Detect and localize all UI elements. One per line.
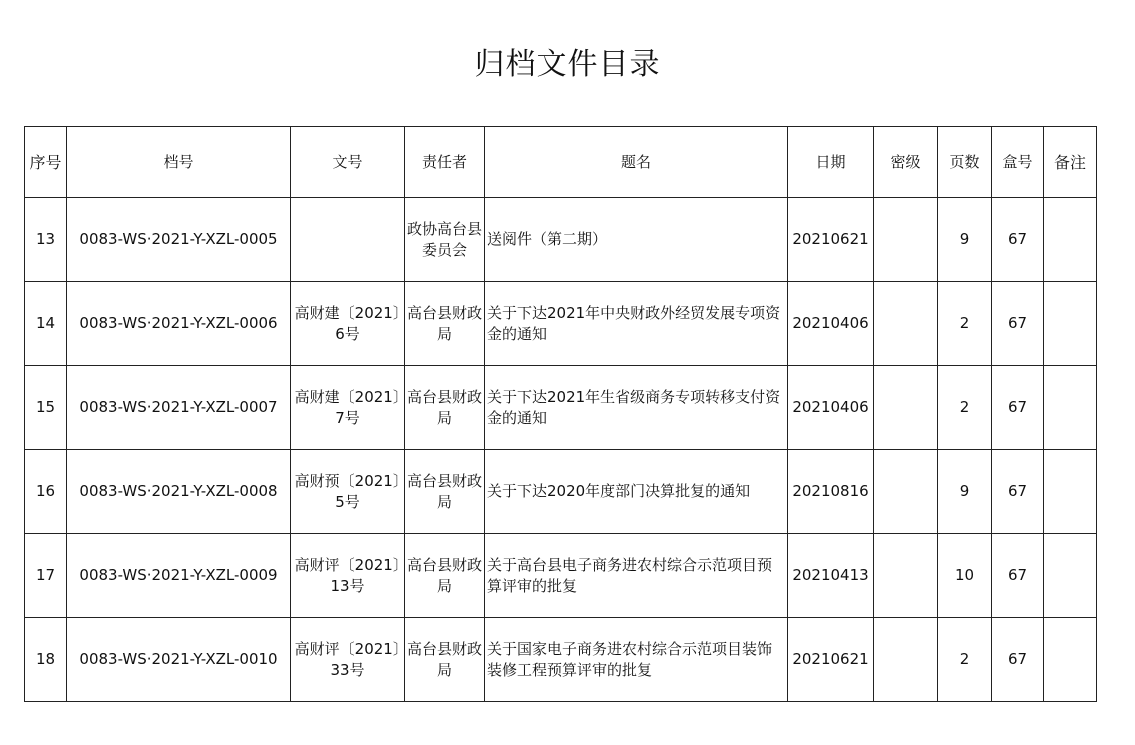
cell-subject: 送阅件（第二期） xyxy=(485,198,788,282)
cell-subject: 关于国家电子商务进农村综合示范项目装饰装修工程预算评审的批复 xyxy=(485,618,788,702)
cell-archive-no: 0083-WS·2021-Y-XZL-0009 xyxy=(67,534,291,618)
cell-date: 20210406 xyxy=(788,282,874,366)
cell-date: 20210621 xyxy=(788,618,874,702)
cell-subject: 关于下达2021年中央财政外经贸发展专项资金的通知 xyxy=(485,282,788,366)
cell-remarks xyxy=(1044,534,1097,618)
cell-remarks xyxy=(1044,198,1097,282)
header-archive-no: 档号 xyxy=(67,127,291,198)
cell-doc-no: 高财评〔2021〕13号 xyxy=(291,534,405,618)
table-row xyxy=(25,618,1097,702)
header-remarks: 备注 xyxy=(1044,127,1097,198)
archive-catalog-table xyxy=(24,126,1097,702)
cell-doc-no xyxy=(291,198,405,282)
cell-secrecy xyxy=(874,450,938,534)
cell-remarks xyxy=(1044,366,1097,450)
cell-seq: 13 xyxy=(25,198,67,282)
header-responsible: 责任者 xyxy=(405,127,485,198)
cell-seq: 15 xyxy=(25,366,67,450)
cell-archive-no: 0083-WS·2021-Y-XZL-0008 xyxy=(67,450,291,534)
cell-responsible: 高台县财政局 xyxy=(405,282,485,366)
cell-responsible: 高台县财政局 xyxy=(405,366,485,450)
cell-box: 67 xyxy=(992,450,1044,534)
cell-pages: 2 xyxy=(938,618,992,702)
cell-date: 20210816 xyxy=(788,450,874,534)
cell-date: 20210413 xyxy=(788,534,874,618)
cell-archive-no: 0083-WS·2021-Y-XZL-0010 xyxy=(67,618,291,702)
cell-seq: 18 xyxy=(25,618,67,702)
cell-box: 67 xyxy=(992,282,1044,366)
cell-seq: 14 xyxy=(25,282,67,366)
cell-secrecy xyxy=(874,366,938,450)
cell-responsible: 高台县财政局 xyxy=(405,618,485,702)
cell-box: 67 xyxy=(992,618,1044,702)
cell-archive-no: 0083-WS·2021-Y-XZL-0007 xyxy=(67,366,291,450)
cell-pages: 10 xyxy=(938,534,992,618)
cell-date: 20210621 xyxy=(788,198,874,282)
cell-remarks xyxy=(1044,450,1097,534)
header-date: 日期 xyxy=(788,127,874,198)
cell-box: 67 xyxy=(992,534,1044,618)
page-title: 归档文件目录 xyxy=(474,47,661,82)
table-row xyxy=(25,366,1097,450)
header-secrecy: 密级 xyxy=(874,127,938,198)
header-box: 盒号 xyxy=(992,127,1044,198)
cell-seq: 17 xyxy=(25,534,67,618)
cell-secrecy xyxy=(874,618,938,702)
cell-doc-no: 高财预〔2021〕5号 xyxy=(291,450,405,534)
cell-doc-no: 高财建〔2021〕6号 xyxy=(291,282,405,366)
cell-subject: 关于下达2020年度部门决算批复的通知 xyxy=(485,450,788,534)
header-seq: 序号 xyxy=(25,127,67,198)
table-row xyxy=(25,198,1097,282)
cell-secrecy xyxy=(874,198,938,282)
cell-doc-no: 高财评〔2021〕33号 xyxy=(291,618,405,702)
table-row xyxy=(25,282,1097,366)
cell-secrecy xyxy=(874,282,938,366)
cell-responsible: 高台县财政局 xyxy=(405,534,485,618)
cell-secrecy xyxy=(874,534,938,618)
cell-subject: 关于下达2021年生省级商务专项转移支付资金的通知 xyxy=(485,366,788,450)
cell-seq: 16 xyxy=(25,450,67,534)
table-row xyxy=(25,450,1097,534)
cell-archive-no: 0083-WS·2021-Y-XZL-0006 xyxy=(67,282,291,366)
table-header-row xyxy=(25,127,1097,198)
cell-pages: 9 xyxy=(938,450,992,534)
cell-subject: 关于高台县电子商务进农村综合示范项目预算评审的批复 xyxy=(485,534,788,618)
cell-doc-no: 高财建〔2021〕7号 xyxy=(291,366,405,450)
cell-pages: 2 xyxy=(938,282,992,366)
cell-remarks xyxy=(1044,282,1097,366)
cell-box: 67 xyxy=(992,198,1044,282)
cell-responsible: 高台县财政局 xyxy=(405,450,485,534)
header-subject: 题名 xyxy=(485,127,788,198)
table-row xyxy=(25,534,1097,618)
header-pages: 页数 xyxy=(938,127,992,198)
cell-pages: 2 xyxy=(938,366,992,450)
cell-archive-no: 0083-WS·2021-Y-XZL-0005 xyxy=(67,198,291,282)
cell-responsible: 政协高台县委员会 xyxy=(405,198,485,282)
cell-remarks xyxy=(1044,618,1097,702)
cell-pages: 9 xyxy=(938,198,992,282)
header-doc-no: 文号 xyxy=(291,127,405,198)
cell-date: 20210406 xyxy=(788,366,874,450)
cell-box: 67 xyxy=(992,366,1044,450)
